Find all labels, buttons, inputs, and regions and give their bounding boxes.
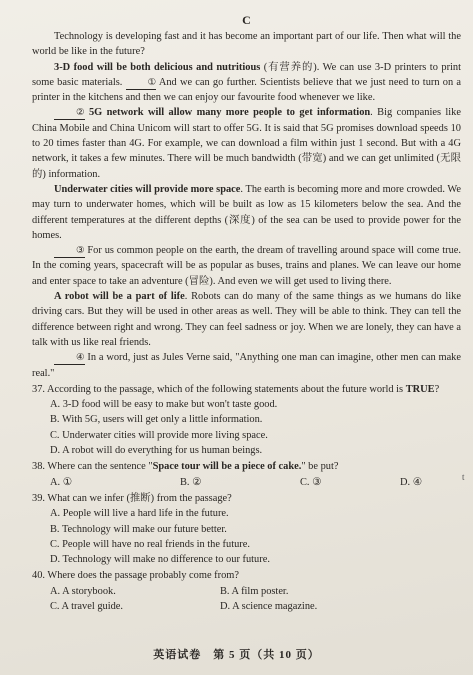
topic-sentence-robot: A robot will be a part of life [54,291,185,303]
paragraph-conclusion [32,350,461,381]
paragraph-text: For us common people on the earth, the dream of travelling around space will come true. In the coming years, spacecraft will be as popular as buses, trains and planes. We can leave our home and enter space to take an adventure (冒险). And even we will get used to living there. [32,245,461,287]
option-c: C. People will have no real friends in the future. [50,538,250,550]
option-a: A. 3-D food will be easy to make but won't taste good. [50,399,278,411]
gloss-nutritious: (有营养的) [263,61,317,73]
paragraph-text: . We can use 3-D printers to print some basic materials. [32,61,461,88]
paragraph-text: In a word, just as Jules Verne said, "Anything one man can imagine, other men can make real." [32,352,461,379]
paragraph-text: . The earth is becoming more and more crowded. We may turn to underwater homes, which will be built as low as 15 kilometers below the sea. And the different temperatures at the different depths (深度) of the sea can be used to provide power for the homes. [32,183,461,241]
paragraph-text: . Robots can do many of the same things as we humans do like driving cars. But they will be used in other areas as well. They will be able to think. They can tell the difference between right and wrong. They can feel sadness or joy. When we are lonely, they can have a talk with us like real friends. [32,291,461,348]
paragraph-3d-food [32,60,461,106]
question-40 [32,568,461,614]
question-37 [32,382,461,458]
option-c: C. ③ [300,476,322,488]
option-d: D. A robot will do everything for us human beings. [50,445,263,457]
option-a: A. People will live a hard life in the future. [50,508,229,520]
option-c: C. A travel guide. [50,600,124,612]
question-stem: 38. Where can the sentence "Space tour will be a piece of cake." be put? [32,461,339,473]
blank-3: ③ [54,245,85,258]
topic-sentence-underwater: Underwater cities will provide more space [54,183,241,195]
blank-1: ① [126,77,157,90]
blank-2: ② [54,107,85,120]
question-stem: 39. What can we infer (推断) from the passage? [32,492,232,504]
section-letter: C [242,13,251,27]
option-d: D. A science magazine. [220,600,318,612]
paragraph-text: . Big companies like China Mobile and China Unicom will start to offer 5G. It is said that 5G promises download speeds 10 to 20 times faster than 4G. For example, we can download a film within just 1 second. But with a 4G network, it takes a few minutes. There will be much bandwidth (带宽) and we can get unlimited (无限的) information. [32,107,461,180]
option-row [32,599,461,614]
topic-sentence-3d-food: 3-D food will be both delicious and nutritious [54,61,261,73]
question-38 [32,459,461,490]
paragraph-space [32,243,461,289]
edge-mark: t [462,472,465,482]
paragraph-5g [32,105,461,181]
option-row [32,584,461,599]
option-d: D. Technology will make no difference to our future. [50,554,270,566]
question-stem: 37. According to the passage, which of the following statements about the future world is TRUE? [32,383,440,395]
intro-paragraph: Technology is developing fast and it has become an important part of our life. Then what will the world be like in the future? [32,31,461,58]
paragraph-robot [32,289,461,350]
option-row [32,475,461,490]
option-b: B. ② [180,476,202,488]
question-39 [32,491,461,567]
topic-sentence-5g: 5G network will allow many more people to get information [88,107,371,119]
page-footer: 英语试卷 第 5 页（共 10 页） [153,649,320,661]
option-b: B. Technology will make our future better. [50,523,227,535]
option-a: A. A storybook. [50,585,116,597]
paragraph-text: And we can go further. Scientists believe that we just need to turn on a printer in the kitchens and then we can enjoy our favourite food whenever we like. [32,76,461,104]
option-b: B. With 5G, users will get only a little information. [50,414,263,426]
option-a: A. ① [50,476,73,488]
question-stem: 40. Where does the passage probably come from? [32,570,239,582]
paragraph-underwater [32,182,461,243]
option-b: B. A film poster. [220,585,289,597]
option-c: C. Underwater cities will provide more living space. [50,429,268,441]
option-d: D. ④ [400,476,423,488]
blank-4: ④ [54,352,85,365]
